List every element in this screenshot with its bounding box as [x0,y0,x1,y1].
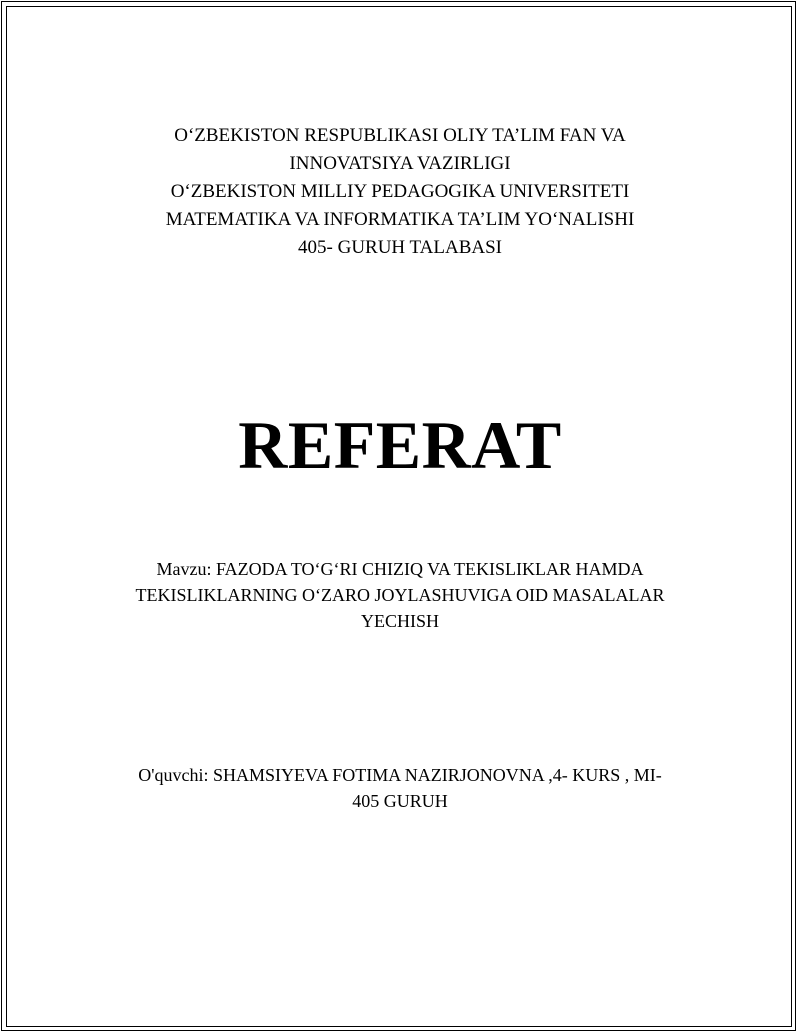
topic-line: Mavzu: FAZODA TO‘G‘RI CHIZIQ VA TEKISLIKLAR HAMDA [156,559,644,579]
header-line: MATEMATIKA VA INFORMATIKA TA’LIM YO‘NALISHI [165,209,635,230]
header-line: O‘ZBEKISTON MILLIY PEDAGOGIKA UNIVERSITETI [170,181,630,202]
institution-header [0,122,800,262]
header-line: 405- GURUH TALABASI [298,237,502,258]
header-line: INNOVATSIYA VAZIRLIGI [289,153,511,174]
document-title: REFERAT [238,407,562,483]
topic-line: TEKISLIKLARNING O‘ZARO JOYLASHUVIGA OID MASALALAR [135,585,665,605]
student-line: 405 GURUH [352,791,448,811]
topic-line: YECHISH [360,611,439,631]
student-line: O'quvchi: SHAMSIYEVA FOTIMA NAZIRJONOVNA ,4- KURS , MI- [138,765,662,785]
student-block [0,762,800,814]
topic-block [0,556,800,634]
header-line: O‘ZBEKISTON RESPUBLIKASI OLIY TA’LIM FAN VA [174,125,626,146]
